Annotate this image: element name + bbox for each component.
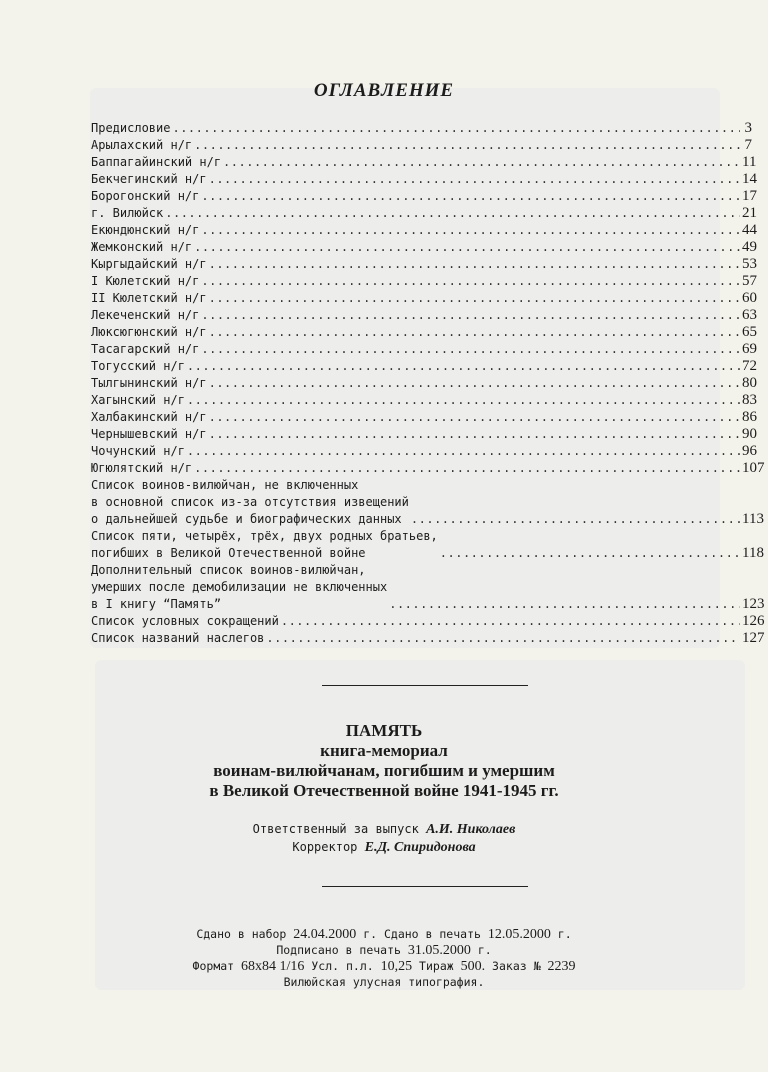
book-dedication-line2: в Великой Отечественной войне 1941-1945 гг. — [209, 781, 559, 800]
toc-page-number: 126 — [742, 613, 765, 629]
toc-entry-title: Тогусский н/г — [91, 359, 185, 373]
toc-leader-dots — [209, 324, 740, 341]
toc-page-number: 57 — [742, 273, 757, 289]
toc-entry — [91, 528, 764, 562]
toc-page-number: 14 — [742, 171, 757, 187]
toc-leader-dots — [411, 511, 740, 528]
toc-leader-dots — [194, 460, 740, 477]
toc-entry-title: Баппагайинский н/г — [91, 155, 222, 169]
toc-page-number: 49 — [742, 239, 757, 255]
toc-entry-title: о дальнейшей судьбе и биографических данных — [91, 512, 402, 526]
toc-leader-dots — [209, 290, 740, 307]
imprint-run-value: 500. — [460, 959, 486, 974]
toc-entry-title: Кыргыдайский н/г — [91, 257, 207, 271]
toc-entry — [91, 137, 752, 154]
toc-entry — [91, 120, 752, 137]
toc-entry — [91, 273, 757, 290]
imprint-run-label: Тираж — [419, 959, 454, 973]
toc-entry-title: Чернышевский н/г — [91, 427, 207, 441]
toc-entry-title: в основной список из-за отсутствия извещений — [91, 495, 409, 509]
toc-entry — [91, 307, 757, 324]
toc-page-number: 63 — [742, 307, 757, 323]
imprint-print-date: 12.05.2000 — [487, 927, 551, 942]
toc-entry-title: Список пяти, четырёх, трёх, двух родных братьев, — [91, 529, 438, 543]
toc-page-number: 113 — [742, 511, 764, 527]
toc-leader-dots — [389, 596, 740, 613]
toc-leader-dots — [187, 392, 740, 409]
toc-page-number: 65 — [742, 324, 757, 340]
credits-responsible — [0, 820, 768, 839]
toc-entry — [91, 171, 757, 188]
toc-page-number: 53 — [742, 256, 757, 272]
toc-leader-dots — [201, 273, 740, 290]
toc-leader-dots — [209, 409, 740, 426]
toc-entry-title: Хагынский н/г — [91, 393, 185, 407]
toc-page-number: 69 — [742, 341, 757, 357]
imprint-printer: Вилюйская улусная типография. — [283, 975, 485, 989]
imprint-signed-label: Подписано в печать — [276, 943, 401, 957]
toc-entry-title: Жемконский н/г — [91, 240, 193, 254]
toc-page-number: 44 — [742, 222, 757, 238]
toc-entry — [91, 239, 757, 256]
toc-entry-title: умерших после демобилизации не включенных — [91, 580, 388, 594]
toc-page-number: 83 — [742, 392, 757, 408]
toc-leader-dots — [281, 613, 740, 630]
toc-leader-dots — [201, 188, 740, 205]
toc-page-number: 107 — [742, 460, 765, 476]
toc-leader-dots — [187, 443, 740, 460]
toc-entry — [91, 460, 765, 477]
toc-page-number: 123 — [742, 596, 765, 612]
toc-entry-title: Югюлятский н/г — [91, 461, 193, 475]
toc-leader-dots — [165, 205, 740, 222]
imprint-line1 — [0, 926, 768, 943]
imprint-typeset-label: Сдано в набор — [196, 927, 287, 941]
toc-leader-dots — [266, 630, 740, 647]
book-dedication-line1: воинам-вилюйчанам, погибшим и умершим — [213, 761, 555, 780]
imprint-signed-date: 31.05.2000 — [407, 943, 471, 958]
toc-entry-title: Список воинов-вилюйчан, не включенных — [91, 478, 359, 492]
toc-entry-title: Арылахский н/г — [91, 138, 193, 152]
toc-entry-title: Бекчегинский н/г — [91, 172, 207, 186]
toc-entry-title: II Кюлетский н/г — [91, 291, 207, 305]
toc-entry — [91, 375, 757, 392]
imprint-format-label: Формат — [192, 959, 235, 973]
imprint-order-label: Заказ № — [492, 959, 541, 973]
responsible-label: Ответственный за выпуск — [252, 822, 419, 836]
toc-entry-title: I Кюлетский н/г — [91, 274, 200, 288]
toc-page-number: 127 — [742, 630, 765, 646]
toc-entry-title: Список названий наслегов — [91, 631, 265, 645]
imprint-order-value: 2239 — [547, 959, 576, 974]
toc-entry — [91, 409, 757, 426]
toc-entry — [91, 426, 757, 443]
toc-leader-dots — [194, 239, 740, 256]
toc-leader-dots — [172, 120, 740, 137]
toc-page-number: 11 — [742, 154, 757, 170]
toc-page-number: 21 — [742, 205, 757, 221]
corrector-name: Е.Д. Спиридонова — [364, 840, 476, 855]
divider-top — [322, 685, 528, 686]
toc-leader-dots — [201, 341, 740, 358]
toc-leader-dots — [440, 545, 740, 562]
toc-entry — [91, 562, 765, 613]
toc-page-number: 118 — [742, 545, 764, 561]
toc-leader-dots — [209, 375, 740, 392]
toc-entry-title: Предисловие — [91, 121, 171, 135]
toc-entry-title: погибших в Великой Отечественной войне — [91, 546, 366, 560]
toc-heading: ОГЛАВЛЕНИЕ — [313, 80, 455, 101]
toc-entry — [91, 392, 757, 409]
toc-entry — [91, 188, 757, 205]
imprint-sheets-label: Усл. п.л. — [311, 959, 374, 973]
toc-entry — [91, 358, 757, 375]
divider-bottom — [322, 886, 528, 887]
toc-entry-title: Тылгынинский н/г — [91, 376, 207, 390]
responsible-name: А.И. Николаев — [426, 822, 516, 837]
imprint-year-suffix: г. — [557, 927, 572, 941]
toc-page-number: 3 — [744, 120, 752, 136]
toc-entry — [91, 324, 757, 341]
toc-page-number: 90 — [742, 426, 757, 442]
corrector-label: Корректор — [292, 840, 358, 854]
toc-page-number: 60 — [742, 290, 757, 306]
imprint-sheets-value: 10,25 — [380, 959, 413, 974]
imprint-format-value: 68x84 1/16 — [241, 959, 305, 974]
imprint-typeset-date: 24.04.2000 — [293, 927, 357, 942]
toc-entry-title: Список условных сокращений — [91, 614, 279, 628]
toc-entry-title: Борогонский н/г — [91, 189, 200, 203]
toc-entry-title: г. Вилюйск — [91, 206, 164, 220]
toc-entry — [91, 222, 757, 239]
toc-entry — [91, 477, 764, 528]
credits-corrector — [0, 838, 768, 857]
imprint-signed-suffix: г. — [477, 943, 492, 957]
toc-leader-dots — [201, 307, 740, 324]
toc-page-number: 80 — [742, 375, 757, 391]
toc-entry-title: Чочунский н/г — [91, 444, 185, 458]
imprint-line3 — [0, 958, 768, 975]
toc-entry — [91, 154, 757, 171]
toc-entry-title: Халбакинский н/г — [91, 410, 207, 424]
toc-entry — [91, 256, 757, 273]
toc-entry-title: Екюндюнский н/г — [91, 223, 200, 237]
toc-entry — [91, 630, 765, 647]
book-subtitle: книга-мемориал — [320, 741, 448, 760]
toc-page-number: 86 — [742, 409, 757, 425]
toc-entry — [91, 443, 757, 460]
toc-leader-dots — [194, 137, 740, 154]
toc-leader-dots — [201, 222, 740, 239]
toc-entry-title: Дополнительный список воинов-вилюйчан, — [91, 563, 366, 577]
toc-entry — [91, 205, 757, 222]
toc-page-number: 96 — [742, 443, 757, 459]
toc-leader-dots — [209, 256, 740, 273]
toc-entry-title: Люксюгюнский н/г — [91, 325, 207, 339]
imprint-line2 — [0, 942, 768, 959]
toc-entry — [91, 290, 757, 307]
toc-entry-title: в I книгу “Память” — [91, 597, 222, 611]
toc-leader-dots — [209, 426, 740, 443]
toc-entry-title: Лекеченский н/г — [91, 308, 200, 322]
toc-page-number: 17 — [742, 188, 757, 204]
book-title: ПАМЯТЬ — [345, 721, 423, 740]
toc-leader-dots — [209, 171, 740, 188]
toc-leader-dots — [223, 154, 740, 171]
table-of-contents — [91, 120, 765, 647]
toc-page-number: 7 — [744, 137, 752, 153]
toc-page-number: 72 — [742, 358, 757, 374]
toc-leader-dots — [187, 358, 740, 375]
toc-entry-title: Тасагарский н/г — [91, 342, 200, 356]
toc-entry — [91, 613, 765, 630]
imprint-print-label: г. Сдано в печать — [363, 927, 481, 941]
toc-entry — [91, 341, 757, 358]
